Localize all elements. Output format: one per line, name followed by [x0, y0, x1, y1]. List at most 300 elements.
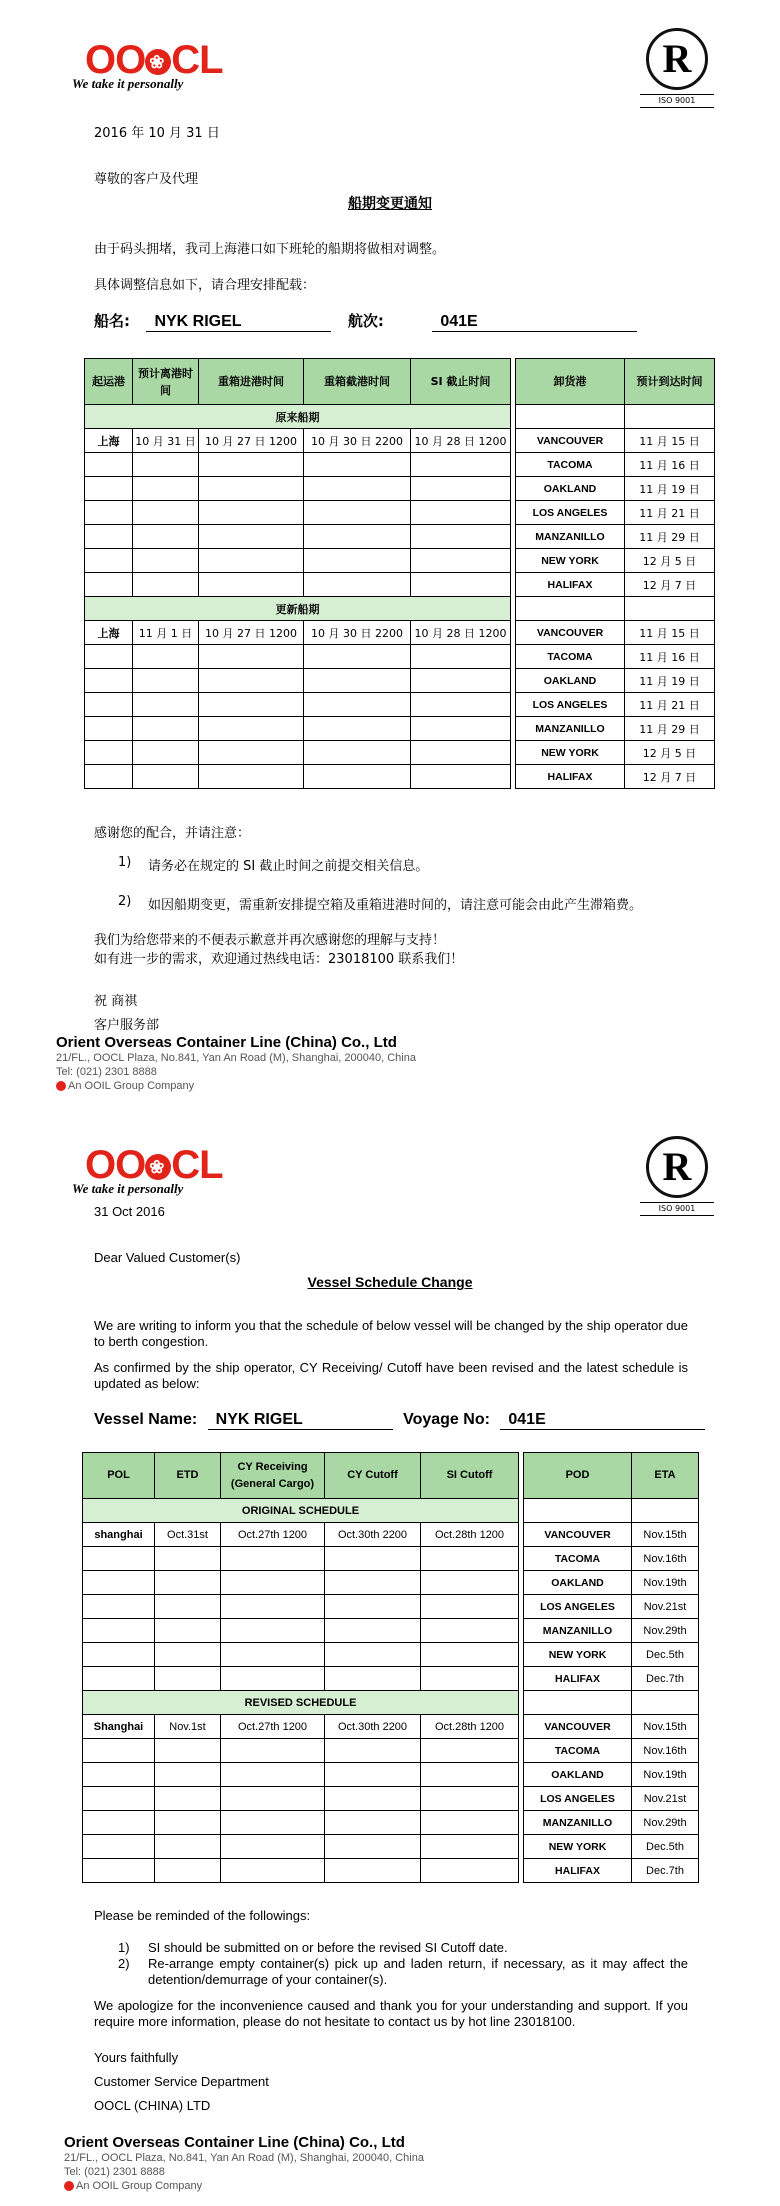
- table-row: [85, 549, 715, 573]
- table-row: [85, 429, 715, 453]
- empty-cell: [133, 645, 199, 669]
- empty-cell: [85, 717, 133, 741]
- table-row: [83, 1859, 699, 1883]
- empty-cell: [85, 741, 133, 765]
- footer-address: 21/FL., OOCL Plaza, No.841, Yan An Road (M), Shanghai, 200040, China: [64, 2152, 424, 2164]
- empty-cell: [421, 1643, 519, 1667]
- notes-list: [118, 855, 718, 913]
- empty-cell: [411, 477, 511, 501]
- empty-cell: [632, 1499, 699, 1523]
- eta-cell: Nov.15th: [632, 1523, 699, 1547]
- empty-cell: [83, 1811, 155, 1835]
- empty-cell: [85, 477, 133, 501]
- pod-cell: HALIFAX: [524, 1859, 632, 1883]
- empty-cell: [221, 1787, 325, 1811]
- section-label: REVISED SCHEDULE: [83, 1691, 519, 1715]
- empty-cell: [325, 1835, 421, 1859]
- table-row: [83, 1571, 699, 1595]
- empty-cell: [133, 525, 199, 549]
- footer: [64, 2134, 424, 2193]
- table-row: [85, 453, 715, 477]
- empty-cell: [133, 717, 199, 741]
- schedule-table-cn: [84, 358, 715, 789]
- pod-cell: LOS ANGELES: [516, 693, 625, 717]
- table-row: [83, 1835, 699, 1859]
- empty-cell: [221, 1811, 325, 1835]
- column-header: CY Cutoff: [325, 1453, 421, 1499]
- empty-cell: [155, 1763, 221, 1787]
- table-cell: Oct.30th 2200: [325, 1715, 421, 1739]
- table-row: [85, 717, 715, 741]
- empty-cell: [85, 645, 133, 669]
- eta-cell: 12 月 5 日: [625, 549, 715, 573]
- empty-cell: [524, 1499, 632, 1523]
- column-header: POD: [524, 1453, 632, 1499]
- table-cell: 11 月 1 日: [133, 621, 199, 645]
- empty-cell: [133, 477, 199, 501]
- pod-cell: LOS ANGELES: [516, 501, 625, 525]
- empty-cell: [411, 453, 511, 477]
- signature-dept: 客户服务部: [94, 1018, 160, 1033]
- table-cell: 10 月 27 日 1200: [199, 621, 304, 645]
- oocl-logo: OO❀ CL: [85, 40, 223, 80]
- empty-cell: [411, 645, 511, 669]
- column-header: 卸货港: [516, 359, 625, 405]
- footer-company: Orient Overseas Container Line (China) Co., Ltd: [56, 1034, 397, 1051]
- empty-cell: [411, 693, 511, 717]
- note-item: 2) Re-arrange empty container(s) pick up and laden return, if necessary, as it may affect the detention/demurrage of your container(s).: [118, 1956, 688, 1987]
- empty-cell: [133, 549, 199, 573]
- empty-cell: [411, 765, 511, 789]
- signature-dept: Customer Service Department: [94, 2074, 269, 2089]
- table-row: [85, 525, 715, 549]
- empty-cell: [421, 1619, 519, 1643]
- column-header: 起运港: [85, 359, 133, 405]
- notes-list: [118, 1940, 688, 1988]
- empty-cell: [325, 1571, 421, 1595]
- table-row: [83, 1739, 699, 1763]
- empty-cell: [411, 549, 511, 573]
- empty-cell: [199, 693, 304, 717]
- eta-cell: Nov.29th: [632, 1619, 699, 1643]
- eta-cell: Nov.21st: [632, 1595, 699, 1619]
- pod-cell: HALIFAX: [516, 765, 625, 789]
- empty-cell: [304, 525, 411, 549]
- column-header: 重箱截港时间: [304, 359, 411, 405]
- empty-cell: [155, 1547, 221, 1571]
- column-header: 重箱进港时间: [199, 359, 304, 405]
- empty-cell: [221, 1547, 325, 1571]
- empty-cell: [625, 597, 715, 621]
- table-row: [83, 1787, 699, 1811]
- empty-cell: [221, 1571, 325, 1595]
- empty-cell: [83, 1643, 155, 1667]
- empty-cell: [325, 1859, 421, 1883]
- pod-cell: TACOMA: [524, 1739, 632, 1763]
- empty-cell: [221, 1643, 325, 1667]
- thanks-line: 感谢您的配合，并请注意：: [94, 826, 251, 841]
- section-label: 更新船期: [85, 597, 511, 621]
- pod-cell: TACOMA: [516, 453, 625, 477]
- empty-cell: [304, 669, 411, 693]
- table-cell: Oct.28th 1200: [421, 1523, 519, 1547]
- column-header: POL: [83, 1453, 155, 1499]
- vessel-label: 船名:: [94, 312, 130, 330]
- empty-cell: [199, 549, 304, 573]
- pod-cell: MANZANILLO: [516, 525, 625, 549]
- empty-cell: [85, 573, 133, 597]
- table-row: [83, 1547, 699, 1571]
- table-row: [83, 1619, 699, 1643]
- table-cell: Oct.27th 1200: [221, 1715, 325, 1739]
- oocl-flower-icon: [145, 49, 171, 75]
- empty-cell: [325, 1667, 421, 1691]
- column-header: 预计到达时间: [625, 359, 715, 405]
- empty-cell: [304, 717, 411, 741]
- empty-cell: [411, 501, 511, 525]
- empty-cell: [411, 573, 511, 597]
- eta-cell: Nov.19th: [632, 1763, 699, 1787]
- table-cell: 10 月 28 日 1200: [411, 429, 511, 453]
- empty-cell: [325, 1763, 421, 1787]
- pod-cell: VANCOUVER: [524, 1523, 632, 1547]
- empty-cell: [85, 693, 133, 717]
- empty-cell: [83, 1619, 155, 1643]
- section-row: [85, 597, 715, 621]
- pod-cell: VANCOUVER: [516, 429, 625, 453]
- eta-cell: Nov.19th: [632, 1571, 699, 1595]
- empty-cell: [325, 1643, 421, 1667]
- instruction-paragraph: As confirmed by the ship operator, CY Receiving/ Cutoff have been revised and the latest schedule is updated as below:: [94, 1360, 688, 1391]
- table-cell: 10 月 30 日 2200: [304, 621, 411, 645]
- eta-cell: Dec.7th: [632, 1859, 699, 1883]
- empty-cell: [155, 1787, 221, 1811]
- lrqa-icon: R: [646, 28, 708, 90]
- empty-cell: [199, 453, 304, 477]
- footer-tel: Tel: (021) 2301 8888: [56, 1066, 157, 1078]
- voyage-number: 041E: [500, 1411, 705, 1430]
- empty-cell: [421, 1835, 519, 1859]
- pod-cell: VANCOUVER: [524, 1715, 632, 1739]
- empty-cell: [199, 525, 304, 549]
- empty-cell: [221, 1739, 325, 1763]
- empty-cell: [155, 1595, 221, 1619]
- oocl-flower-icon: [56, 1081, 66, 1091]
- empty-cell: [421, 1787, 519, 1811]
- eta-cell: 12 月 5 日: [625, 741, 715, 765]
- empty-cell: [85, 501, 133, 525]
- table-cell: 10 月 30 日 2200: [304, 429, 411, 453]
- empty-cell: [83, 1739, 155, 1763]
- empty-cell: [133, 765, 199, 789]
- empty-cell: [325, 1739, 421, 1763]
- table-row: [85, 669, 715, 693]
- footer: [56, 1034, 416, 1093]
- empty-cell: [421, 1571, 519, 1595]
- table-row: [85, 645, 715, 669]
- pod-cell: OAKLAND: [516, 477, 625, 501]
- table-row: [83, 1523, 699, 1547]
- empty-cell: [421, 1667, 519, 1691]
- table-cell: Oct.27th 1200: [221, 1523, 325, 1547]
- closing: 祝 商祺: [94, 994, 138, 1009]
- section-label: 原来船期: [85, 405, 511, 429]
- empty-cell: [155, 1643, 221, 1667]
- note-item: 1) 请务必在规定的 SI 截止时间之前提交相关信息。: [118, 855, 429, 874]
- table-cell: 上海: [85, 621, 133, 645]
- empty-cell: [304, 765, 411, 789]
- empty-cell: [155, 1835, 221, 1859]
- table-row: [83, 1667, 699, 1691]
- intro-paragraph: We are writing to inform you that the schedule of below vessel will be changed by the ship operator due to berth congestion.: [94, 1318, 688, 1349]
- pod-cell: MANZANILLO: [524, 1811, 632, 1835]
- table-row: [85, 573, 715, 597]
- empty-cell: [325, 1595, 421, 1619]
- table-row: [83, 1595, 699, 1619]
- voyage-label: Voyage No:: [403, 1411, 490, 1428]
- eta-cell: 11 月 15 日: [625, 621, 715, 645]
- empty-cell: [199, 645, 304, 669]
- empty-cell: [221, 1595, 325, 1619]
- instruction-paragraph: 具体调整信息如下，请合理安排配载：: [94, 278, 316, 293]
- letter-date: 31 Oct 2016: [94, 1204, 165, 1219]
- empty-cell: [199, 765, 304, 789]
- eta-cell: 12 月 7 日: [625, 573, 715, 597]
- eta-cell: 11 月 19 日: [625, 669, 715, 693]
- empty-cell: [199, 669, 304, 693]
- footer-group: An OOIL Group Company: [68, 1080, 195, 1092]
- column-header: 预计离港时间: [133, 359, 199, 405]
- oocl-logo: OO❀ CL: [85, 1145, 223, 1185]
- section-row: [83, 1499, 699, 1523]
- note-item: 2) 如因船期变更，需重新安排提空箱及重箱进港时间的，请注意可能会由此产生滞箱费。: [118, 894, 643, 913]
- empty-cell: [83, 1835, 155, 1859]
- empty-cell: [133, 573, 199, 597]
- oocl-flower-icon: [145, 1154, 171, 1180]
- greeting: 尊敬的客户及代理: [94, 172, 199, 187]
- empty-cell: [133, 453, 199, 477]
- empty-cell: [85, 549, 133, 573]
- empty-cell: [83, 1547, 155, 1571]
- empty-cell: [411, 741, 511, 765]
- pod-cell: LOS ANGELES: [524, 1787, 632, 1811]
- empty-cell: [421, 1595, 519, 1619]
- eta-cell: 11 月 29 日: [625, 717, 715, 741]
- pod-cell: NEW YORK: [516, 549, 625, 573]
- eta-cell: Nov.21st: [632, 1787, 699, 1811]
- column-header: SI Cutoff: [421, 1453, 519, 1499]
- empty-cell: [421, 1811, 519, 1835]
- eta-cell: 11 月 29 日: [625, 525, 715, 549]
- empty-cell: [199, 741, 304, 765]
- eta-cell: Dec.7th: [632, 1667, 699, 1691]
- empty-cell: [325, 1811, 421, 1835]
- iso-certification-badge: [640, 1136, 714, 1216]
- pod-cell: LOS ANGELES: [524, 1595, 632, 1619]
- empty-cell: [304, 549, 411, 573]
- empty-cell: [83, 1763, 155, 1787]
- table-row: [85, 501, 715, 525]
- eta-cell: Dec.5th: [632, 1835, 699, 1859]
- empty-cell: [133, 693, 199, 717]
- eta-cell: Dec.5th: [632, 1643, 699, 1667]
- table-row: [83, 1763, 699, 1787]
- pod-cell: MANZANILLO: [516, 717, 625, 741]
- empty-cell: [199, 717, 304, 741]
- eta-cell: Nov.16th: [632, 1739, 699, 1763]
- logo-tagline: We take it personally: [72, 1181, 184, 1196]
- note-item: 1) SI should be submitted on or before the revised SI Cutoff date.: [118, 1940, 508, 1955]
- empty-cell: [325, 1619, 421, 1643]
- empty-cell: [304, 645, 411, 669]
- table-cell: Oct.28th 1200: [421, 1715, 519, 1739]
- empty-cell: [133, 501, 199, 525]
- empty-cell: [411, 525, 511, 549]
- empty-cell: [133, 741, 199, 765]
- empty-cell: [221, 1835, 325, 1859]
- table-row: [83, 1715, 699, 1739]
- eta-cell: 11 月 16 日: [625, 645, 715, 669]
- eta-cell: 11 月 19 日: [625, 477, 715, 501]
- eta-cell: 11 月 21 日: [625, 501, 715, 525]
- empty-cell: [199, 573, 304, 597]
- pod-cell: OAKLAND: [524, 1763, 632, 1787]
- oocl-flower-icon: [64, 2181, 74, 2191]
- eta-cell: Nov.29th: [632, 1811, 699, 1835]
- table-cell: 10 月 31 日: [133, 429, 199, 453]
- hotline-line: 如有进一步的需求，欢迎通过热线电话：23018100 联系我们！: [94, 952, 464, 967]
- pod-cell: HALIFAX: [516, 573, 625, 597]
- footer-group: An OOIL Group Company: [76, 2180, 203, 2192]
- empty-cell: [199, 477, 304, 501]
- empty-cell: [155, 1667, 221, 1691]
- empty-cell: [83, 1667, 155, 1691]
- greeting: Dear Valued Customer(s): [94, 1250, 241, 1265]
- empty-cell: [421, 1739, 519, 1763]
- pod-cell: MANZANILLO: [524, 1619, 632, 1643]
- empty-cell: [411, 669, 511, 693]
- empty-cell: [325, 1787, 421, 1811]
- empty-cell: [85, 669, 133, 693]
- voyage-label: 航次:: [347, 312, 384, 330]
- table-row: [85, 477, 715, 501]
- logo-tagline: We take it personally: [72, 76, 184, 91]
- table-cell: 上海: [85, 429, 133, 453]
- empty-cell: [304, 693, 411, 717]
- table-cell: Nov.1st: [155, 1715, 221, 1739]
- empty-cell: [516, 597, 625, 621]
- iso-label: ISO 9001: [640, 1202, 714, 1216]
- iso-certification-badge: [640, 28, 714, 108]
- vessel-line: [94, 1411, 705, 1430]
- schedule-table-en: [82, 1452, 699, 1883]
- pod-cell: VANCOUVER: [516, 621, 625, 645]
- table-row: [85, 765, 715, 789]
- empty-cell: [85, 765, 133, 789]
- eta-cell: 11 月 21 日: [625, 693, 715, 717]
- table-cell: Shanghai: [83, 1715, 155, 1739]
- table-header-row: [83, 1453, 699, 1499]
- empty-cell: [304, 573, 411, 597]
- empty-cell: [83, 1859, 155, 1883]
- column-header: SI 截止时间: [411, 359, 511, 405]
- empty-cell: [221, 1763, 325, 1787]
- section-row: [83, 1691, 699, 1715]
- empty-cell: [85, 525, 133, 549]
- signature-company: OOCL (CHINA) LTD: [94, 2098, 211, 2113]
- table-cell: Oct.30th 2200: [325, 1523, 421, 1547]
- empty-cell: [83, 1787, 155, 1811]
- pod-cell: NEW YORK: [524, 1643, 632, 1667]
- pod-cell: OAKLAND: [516, 669, 625, 693]
- vessel-name: NYK RIGEL: [146, 313, 331, 332]
- empty-cell: [411, 717, 511, 741]
- table-row: [83, 1811, 699, 1835]
- empty-cell: [155, 1619, 221, 1643]
- empty-cell: [325, 1547, 421, 1571]
- pod-cell: TACOMA: [516, 645, 625, 669]
- notice-title: Vessel Schedule Change: [307, 1274, 473, 1290]
- empty-cell: [625, 405, 715, 429]
- table-header-row: [85, 359, 715, 405]
- table-row: [85, 693, 715, 717]
- empty-cell: [221, 1667, 325, 1691]
- section-row: [85, 405, 715, 429]
- table-cell: 10 月 27 日 1200: [199, 429, 304, 453]
- eta-cell: Nov.15th: [632, 1715, 699, 1739]
- empty-cell: [133, 669, 199, 693]
- empty-cell: [524, 1691, 632, 1715]
- empty-cell: [83, 1595, 155, 1619]
- footer-company: Orient Overseas Container Line (China) Co., Ltd: [64, 2134, 405, 2151]
- empty-cell: [85, 453, 133, 477]
- table-row: [85, 741, 715, 765]
- empty-cell: [421, 1547, 519, 1571]
- apology-paragraph: We apologize for the inconvenience caused and thank you for your understanding and support. If you require more information, please do not hesitate to contact us by hot line 23018100.: [94, 1998, 688, 2029]
- pod-cell: NEW YORK: [516, 741, 625, 765]
- table-cell: shanghai: [83, 1523, 155, 1547]
- empty-cell: [304, 501, 411, 525]
- eta-cell: Nov.16th: [632, 1547, 699, 1571]
- footer-tel: Tel: (021) 2301 8888: [64, 2166, 165, 2178]
- notice-title: 船期变更通知: [348, 196, 432, 212]
- table-cell: 10 月 28 日 1200: [411, 621, 511, 645]
- table-cell: Oct.31st: [155, 1523, 221, 1547]
- empty-cell: [221, 1859, 325, 1883]
- vessel-label: Vessel Name:: [94, 1411, 198, 1428]
- vessel-name: NYK RIGEL: [208, 1411, 393, 1430]
- letter-date: 2016 年 10 月 31 日: [94, 126, 220, 141]
- empty-cell: [304, 477, 411, 501]
- eta-cell: 11 月 16 日: [625, 453, 715, 477]
- eta-cell: 11 月 15 日: [625, 429, 715, 453]
- empty-cell: [155, 1811, 221, 1835]
- lrqa-icon: R: [646, 1136, 708, 1198]
- empty-cell: [421, 1859, 519, 1883]
- column-header: ETD: [155, 1453, 221, 1499]
- pod-cell: NEW YORK: [524, 1835, 632, 1859]
- reminder-line: Please be reminded of the followings:: [94, 1908, 311, 1923]
- empty-cell: [304, 453, 411, 477]
- iso-label: ISO 9001: [640, 94, 714, 108]
- voyage-number: 041E: [432, 313, 637, 332]
- empty-cell: [632, 1691, 699, 1715]
- column-header: ETA: [632, 1453, 699, 1499]
- section-label: ORIGINAL SCHEDULE: [83, 1499, 519, 1523]
- apology-line: 我们为给您带来的不便表示歉意并再次感谢您的理解与支持！: [94, 933, 446, 948]
- table-row: [85, 621, 715, 645]
- empty-cell: [516, 405, 625, 429]
